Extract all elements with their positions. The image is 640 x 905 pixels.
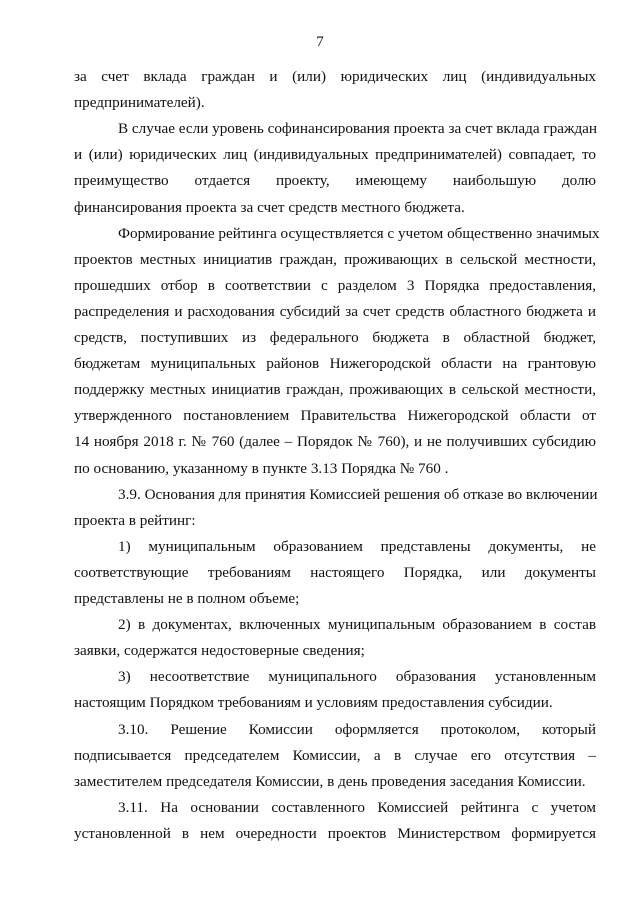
text-line: проекта в рейтинг:	[74, 511, 196, 529]
text-line: подписывается председателем Комиссии, а в случае его отсутствия –	[74, 746, 596, 764]
text-line: 2) в документах, включенных муниципальным образованием в состав	[118, 616, 596, 634]
text-line: 14 ноября 2018 г. № 760 (далее – Порядок № 760), и не получивших субсидию	[74, 433, 596, 451]
text-line: соответствующие требованиям настоящего Порядка, или документы	[74, 563, 596, 581]
text-line: поддержку местных инициатив граждан, проживающих в сельской местности,	[74, 381, 596, 399]
text-line: бюджетам муниципальных районов Нижегородской области на грантовую	[74, 355, 596, 373]
text-line: заместителем председателя Комиссии, в день проведения заседания Комиссии.	[74, 772, 586, 790]
text-line: утвержденного постановлением Правительства Нижегородской области от	[74, 407, 596, 425]
text-line: представлены не в полном объеме;	[74, 590, 300, 607]
text-line: предпринимателей).	[74, 94, 205, 112]
text-line: настоящим Порядком требованиям и условиям предоставления субсидии.	[74, 694, 553, 712]
text-line: проектов местных инициатив граждан, проживающих в сельской местности,	[74, 250, 596, 268]
text-line: за счет вклада граждан и (или) юридических лиц (индивидуальных	[74, 68, 596, 85]
text-line: 3.11. На основании составленного Комиссией рейтинга с учетом	[118, 798, 596, 816]
text-line: Формирование рейтинга осуществляется с учетом общественно значимых	[118, 224, 600, 242]
text-line: средств, поступивших из федерального бюджета в областной бюджет,	[74, 329, 596, 346]
text-line: преимущество отдается проекту, имеющему наибольшую долю	[74, 172, 596, 190]
text-line: и (или) юридических лиц (индивидуальных предпринимателей) совпадает, то	[74, 146, 596, 164]
text-line: финансирования проекта за счет средств местного бюджета.	[74, 198, 465, 216]
text-line: 3.10. Решение Комиссии оформляется протоколом, который	[118, 720, 596, 738]
text-line: 3.9. Основания для принятия Комиссией решения об отказе во включении	[118, 485, 598, 503]
text-line: В случае если уровень софинансирования проекта за счет вклада граждан	[118, 120, 598, 138]
text-line: установленной в нем очередности проектов Министерством формируется	[74, 824, 596, 842]
text-line: 1) муниципальным образованием представлены документы, не	[118, 537, 596, 555]
text-line: по основанию, указанному в пункте 3.13 Порядка № 760 .	[74, 459, 449, 477]
page-number: 7	[316, 34, 324, 50]
text-line: заявки, содержатся недостоверные сведения;	[74, 642, 365, 660]
text-line: распределения и расходования субсидий за счет средств областного бюджета и	[74, 302, 596, 320]
text-line: 3) несоответствие муниципального образования установленным	[118, 668, 596, 686]
text-line: прошедших отбор в соответствии с разделом 3 Порядка предоставления,	[74, 276, 596, 294]
